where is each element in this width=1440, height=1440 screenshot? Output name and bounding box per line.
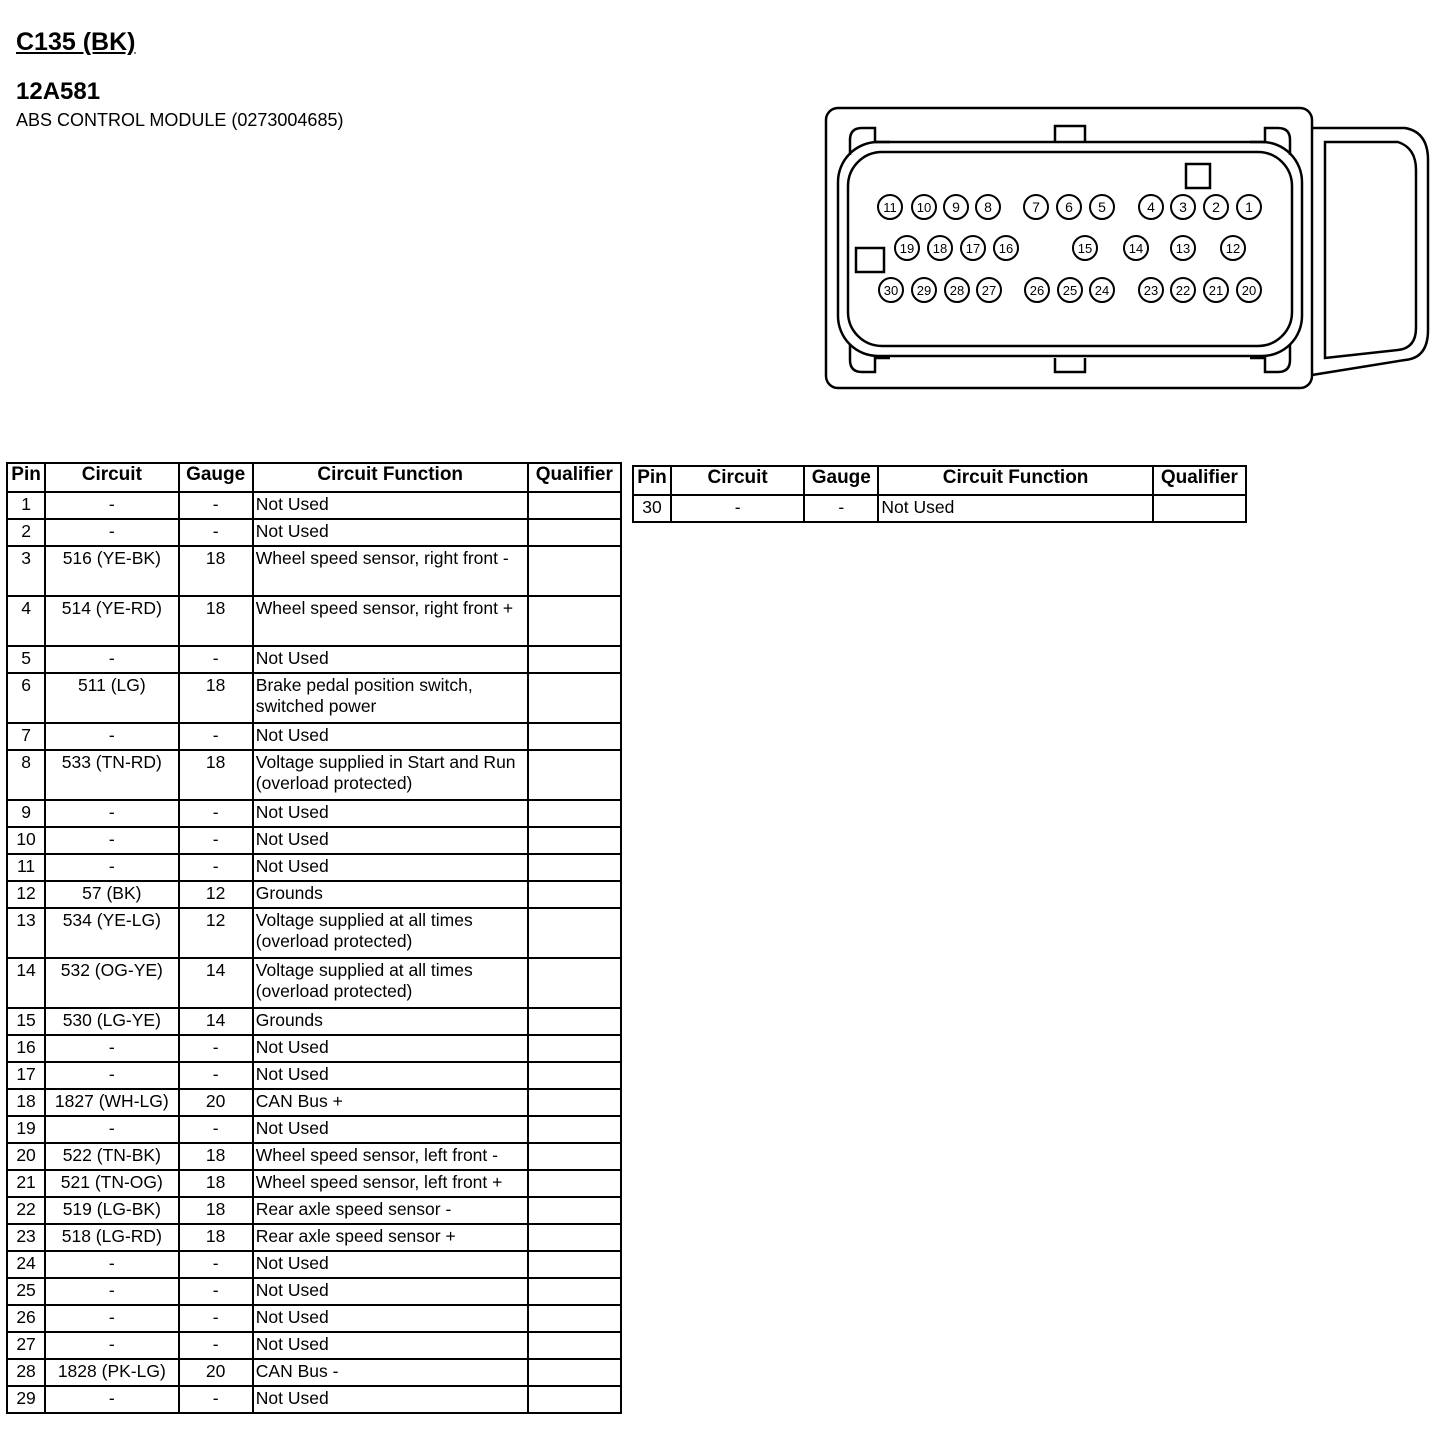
pin-cell: 5 [7, 646, 45, 673]
gauge-cell: 14 [179, 1008, 253, 1035]
circuit-cell: - [45, 800, 178, 827]
qualifier-cell [528, 800, 621, 827]
connector-face-diagram [820, 100, 1430, 395]
circuit-function-cell: Wheel speed sensor, right front - [253, 546, 528, 596]
pin-cavity-number: 2 [1212, 199, 1220, 215]
circuit-function-cell: Not Used [253, 1062, 528, 1089]
pin-cavity-number: 13 [1175, 241, 1191, 256]
circuit-cell: 532 (OG-YE) [45, 958, 178, 1008]
gauge-cell: - [179, 1386, 253, 1413]
qualifier-cell [528, 854, 621, 881]
table-row [7, 1197, 621, 1224]
qualifier-cell [528, 673, 621, 723]
circuit-function-cell: Not Used [253, 1386, 528, 1413]
qualifier-cell [528, 1278, 621, 1305]
circuit-function-cell: Rear axle speed sensor - [253, 1197, 528, 1224]
circuit-function-cell: Grounds [253, 1008, 528, 1035]
column-header-qualifier: Qualifier [1153, 466, 1246, 495]
circuit-function-cell: CAN Bus - [253, 1359, 528, 1386]
qualifier-cell [1153, 495, 1246, 522]
pin-cavity-number: 7 [1032, 199, 1040, 215]
table-row [7, 908, 621, 958]
gauge-cell: 12 [179, 908, 253, 958]
gauge-cell: 18 [179, 1224, 253, 1251]
qualifier-cell [528, 492, 621, 519]
gauge-cell: - [179, 1116, 253, 1143]
circuit-function-cell: Not Used [253, 1332, 528, 1359]
circuit-cell: - [45, 854, 178, 881]
circuit-cell: 1827 (WH-LG) [45, 1089, 178, 1116]
pin-cell: 15 [7, 1008, 45, 1035]
table-row [7, 881, 621, 908]
circuit-function-cell: Not Used [253, 723, 528, 750]
pin-cell: 22 [7, 1197, 45, 1224]
table-row [7, 958, 621, 1008]
pin-cell: 6 [7, 673, 45, 723]
pin-cell: 9 [7, 800, 45, 827]
circuit-cell: 534 (YE-LG) [45, 908, 178, 958]
module-name: ABS CONTROL MODULE (0273004685) [16, 110, 344, 130]
connector-id-title: C135 (BK) [16, 28, 136, 56]
pin-cell: 23 [7, 1224, 45, 1251]
pin-cell: 13 [7, 908, 45, 958]
pin-cell: 3 [7, 546, 45, 596]
column-header-qualifier: Qualifier [528, 463, 621, 492]
pin-cavity-number: 14 [1128, 241, 1144, 256]
pinout-table-right [632, 465, 1247, 523]
circuit-function-cell: Not Used [253, 1116, 528, 1143]
gauge-cell: 14 [179, 958, 253, 1008]
gauge-cell: - [179, 854, 253, 881]
circuit-cell: - [45, 1305, 178, 1332]
qualifier-cell [528, 1251, 621, 1278]
circuit-function-cell: Grounds [253, 881, 528, 908]
circuit-cell: 518 (LG-RD) [45, 1224, 178, 1251]
pin-cell: 24 [7, 1251, 45, 1278]
circuit-cell: - [671, 495, 804, 522]
pin-cell: 14 [7, 958, 45, 1008]
table-row [7, 596, 621, 646]
qualifier-cell [528, 881, 621, 908]
column-header-gauge: Gauge [179, 463, 253, 492]
circuit-cell: 533 (TN-RD) [45, 750, 178, 800]
pin-cavity-number: 6 [1065, 199, 1073, 215]
circuit-cell: 530 (LG-YE) [45, 1008, 178, 1035]
pin-cell: 25 [7, 1278, 45, 1305]
table-row [7, 1170, 621, 1197]
pin-cavity-number: 15 [1077, 241, 1093, 256]
qualifier-cell [528, 1116, 621, 1143]
pin-cavity-number: 11 [883, 200, 897, 215]
table-row [7, 519, 621, 546]
pin-cavity-number: 18 [932, 241, 948, 256]
circuit-cell: - [45, 1332, 178, 1359]
circuit-function-cell: Wheel speed sensor, left front - [253, 1143, 528, 1170]
pin-cavity-number: 30 [883, 283, 899, 298]
table-row [7, 1008, 621, 1035]
gauge-cell: 18 [179, 1143, 253, 1170]
gauge-cell: - [179, 800, 253, 827]
circuit-cell: - [45, 492, 178, 519]
column-header-gauge: Gauge [804, 466, 878, 495]
qualifier-cell [528, 750, 621, 800]
circuit-cell: - [45, 1278, 178, 1305]
circuit-function-cell: Brake pedal position switch, switched power [253, 673, 528, 723]
circuit-cell: 514 (YE-RD) [45, 596, 178, 646]
pin-cavity-number: 4 [1147, 199, 1155, 215]
table-row [7, 1251, 621, 1278]
circuit-function-cell: Not Used [253, 827, 528, 854]
qualifier-cell [528, 1224, 621, 1251]
circuit-function-cell: Voltage supplied at all times (overload protected) [253, 958, 528, 1008]
circuit-cell: 1828 (PK-LG) [45, 1359, 178, 1386]
circuit-function-cell: Not Used [878, 495, 1152, 522]
table-row [7, 723, 621, 750]
table-row [7, 546, 621, 596]
circuit-function-cell: Not Used [253, 492, 528, 519]
circuit-function-cell: Not Used [253, 1251, 528, 1278]
table-row [7, 1089, 621, 1116]
pin-cavity-number: 9 [952, 199, 960, 215]
pin-cell: 30 [633, 495, 671, 522]
circuit-cell: - [45, 1251, 178, 1278]
qualifier-cell [528, 1089, 621, 1116]
circuit-function-cell: Not Used [253, 1305, 528, 1332]
pin-cavity-number: 16 [998, 241, 1014, 256]
circuit-cell: - [45, 723, 178, 750]
table-row [7, 1224, 621, 1251]
circuit-cell: 519 (LG-BK) [45, 1197, 178, 1224]
circuit-function-cell: Voltage supplied in Start and Run (overload protected) [253, 750, 528, 800]
table-row [7, 1062, 621, 1089]
pin-cell: 29 [7, 1386, 45, 1413]
circuit-function-cell: Wheel speed sensor, right front + [253, 596, 528, 646]
gauge-cell: - [179, 1035, 253, 1062]
table-row [7, 646, 621, 673]
qualifier-cell [528, 1305, 621, 1332]
gauge-cell: - [179, 1305, 253, 1332]
gauge-cell: 18 [179, 1197, 253, 1224]
gauge-cell: 18 [179, 1170, 253, 1197]
circuit-cell: - [45, 519, 178, 546]
circuit-cell: 522 (TN-BK) [45, 1143, 178, 1170]
qualifier-cell [528, 1359, 621, 1386]
gauge-cell: - [179, 1062, 253, 1089]
pin-cell: 19 [7, 1116, 45, 1143]
qualifier-cell [528, 908, 621, 958]
pin-cell: 10 [7, 827, 45, 854]
table-row [7, 1116, 621, 1143]
circuit-cell: - [45, 827, 178, 854]
table-row [7, 673, 621, 723]
pin-cavity-number: 28 [949, 283, 965, 298]
pin-cell: 1 [7, 492, 45, 519]
table-row [7, 1035, 621, 1062]
pin-cavity-number: 22 [1175, 283, 1191, 298]
qualifier-cell [528, 546, 621, 596]
table-row [7, 827, 621, 854]
pin-cell: 28 [7, 1359, 45, 1386]
qualifier-cell [528, 1062, 621, 1089]
pin-cavity-group [878, 195, 1261, 302]
column-header-circuit-function: Circuit Function [878, 466, 1152, 495]
gauge-cell: - [179, 1332, 253, 1359]
circuit-function-cell: Not Used [253, 800, 528, 827]
table-row [7, 750, 621, 800]
qualifier-cell [528, 1170, 621, 1197]
pin-cell: 26 [7, 1305, 45, 1332]
pin-cell: 21 [7, 1170, 45, 1197]
circuit-function-cell: Not Used [253, 1278, 528, 1305]
table-row [7, 1386, 621, 1413]
pin-cell: 11 [7, 854, 45, 881]
pin-cavity-number: 12 [1225, 241, 1241, 256]
pin-cell: 8 [7, 750, 45, 800]
circuit-function-cell: CAN Bus + [253, 1089, 528, 1116]
circuit-cell: - [45, 1062, 178, 1089]
gauge-cell: 18 [179, 546, 253, 596]
pin-cell: 12 [7, 881, 45, 908]
circuit-cell: - [45, 1386, 178, 1413]
table-row [7, 1278, 621, 1305]
pin-cell: 18 [7, 1089, 45, 1116]
circuit-function-cell: Not Used [253, 519, 528, 546]
circuit-cell: 57 (BK) [45, 881, 178, 908]
gauge-cell: 18 [179, 673, 253, 723]
column-header-circuit: Circuit [671, 466, 804, 495]
pin-cavity-number: 25 [1062, 283, 1078, 298]
circuit-function-cell: Not Used [253, 646, 528, 673]
pin-cavity-number: 17 [965, 241, 981, 256]
gauge-cell: - [179, 723, 253, 750]
circuit-cell: 521 (TN-OG) [45, 1170, 178, 1197]
gauge-cell: - [179, 1251, 253, 1278]
pin-cavity-number: 19 [899, 241, 915, 256]
pin-cavity-number: 24 [1094, 283, 1110, 298]
qualifier-cell [528, 646, 621, 673]
qualifier-cell [528, 519, 621, 546]
pin-cavity-number: 10 [916, 200, 932, 215]
gauge-cell: 20 [179, 1089, 253, 1116]
qualifier-cell [528, 723, 621, 750]
pin-cell: 27 [7, 1332, 45, 1359]
column-header-pin: Pin [633, 466, 671, 495]
circuit-cell: 516 (YE-BK) [45, 546, 178, 596]
table-row [7, 1332, 621, 1359]
table-row [7, 1143, 621, 1170]
qualifier-cell [528, 1332, 621, 1359]
circuit-function-cell: Not Used [253, 1035, 528, 1062]
qualifier-cell [528, 596, 621, 646]
gauge-cell: - [179, 519, 253, 546]
gauge-cell: 18 [179, 596, 253, 646]
pin-cell: 4 [7, 596, 45, 646]
part-number: 12A581 [16, 78, 101, 105]
table-row [7, 854, 621, 881]
gauge-cell: 20 [179, 1359, 253, 1386]
table-row [7, 1359, 621, 1386]
gauge-cell: - [179, 827, 253, 854]
qualifier-cell [528, 1143, 621, 1170]
circuit-cell: 511 (LG) [45, 673, 178, 723]
pin-cell: 20 [7, 1143, 45, 1170]
qualifier-cell [528, 958, 621, 1008]
column-header-circuit-function: Circuit Function [253, 463, 528, 492]
table-row [7, 492, 621, 519]
pin-cavity-number: 3 [1179, 199, 1187, 215]
gauge-cell: - [179, 492, 253, 519]
pin-cavity-number: 1 [1245, 199, 1253, 215]
gauge-cell: 12 [179, 881, 253, 908]
qualifier-cell [528, 1197, 621, 1224]
pin-cavity-number: 8 [984, 199, 992, 215]
table-row [7, 800, 621, 827]
circuit-function-cell: Rear axle speed sensor + [253, 1224, 528, 1251]
pin-cavity-number: 29 [916, 283, 932, 298]
gauge-cell: - [179, 646, 253, 673]
circuit-function-cell: Not Used [253, 854, 528, 881]
pin-cell: 17 [7, 1062, 45, 1089]
qualifier-cell [528, 1008, 621, 1035]
pin-cell: 2 [7, 519, 45, 546]
circuit-cell: - [45, 1116, 178, 1143]
pin-cavity-number: 26 [1029, 283, 1045, 298]
pin-cell: 16 [7, 1035, 45, 1062]
gauge-cell: 18 [179, 750, 253, 800]
column-header-circuit: Circuit [45, 463, 178, 492]
qualifier-cell [528, 1386, 621, 1413]
table-row [7, 1305, 621, 1332]
pin-cell: 7 [7, 723, 45, 750]
gauge-cell: - [804, 495, 878, 522]
pin-cavity-number: 5 [1098, 199, 1106, 215]
gauge-cell: - [179, 1278, 253, 1305]
pinout-table-left [6, 462, 622, 1414]
circuit-function-cell: Wheel speed sensor, left front + [253, 1170, 528, 1197]
qualifier-cell [528, 1035, 621, 1062]
pin-cavity-number: 23 [1143, 283, 1159, 298]
circuit-function-cell: Voltage supplied at all times (overload protected) [253, 908, 528, 958]
pin-cavity-number: 27 [981, 283, 997, 298]
column-header-pin: Pin [7, 463, 45, 492]
circuit-cell: - [45, 646, 178, 673]
circuit-cell: - [45, 1035, 178, 1062]
table-row [633, 495, 1246, 522]
pin-cavity-number: 21 [1208, 283, 1224, 298]
qualifier-cell [528, 827, 621, 854]
pin-cavity-number: 20 [1241, 283, 1257, 298]
